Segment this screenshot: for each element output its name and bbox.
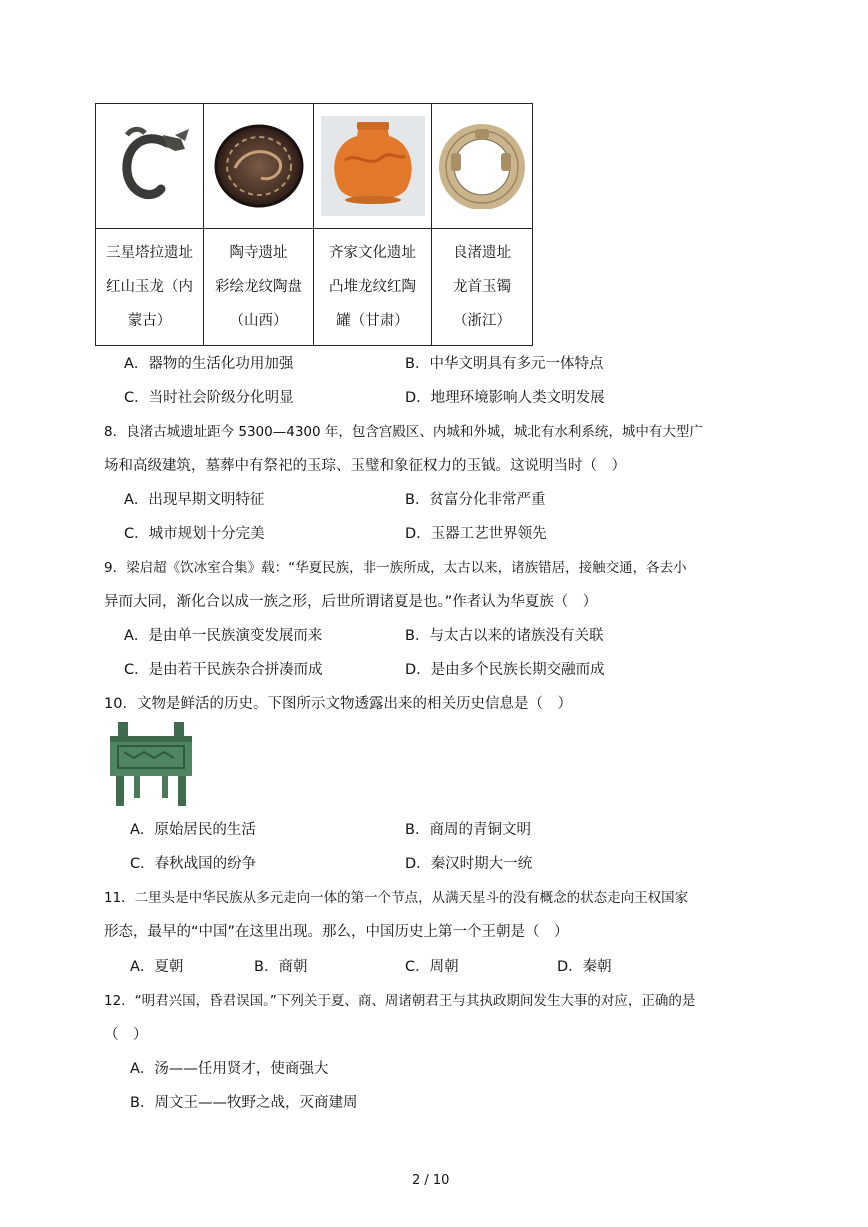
page-number: 2 / 10 (412, 1173, 450, 1188)
q9-stem-line2: 异而大同，渐化合以成一族之形，后世所谓诸夏是也。”作者认为华夏族（ ） (104, 594, 598, 610)
q11-option-c: C．周朝 (405, 959, 459, 975)
q9-option-d: D．是由多个民族长期交融而成 (405, 662, 605, 678)
relic-caption: 三星塔拉遗址 红山玉龙（内 蒙古） (96, 229, 204, 346)
q8-stem-line2: 场和高级建筑，墓葬中有祭祀的玉琮、玉璧和象征权力的玉钺。这说明当时（ ） (104, 458, 626, 474)
q10-figure (104, 720, 198, 808)
q12-stem-line1: 12．“明君兴国，昏君误国。”下列关于夏、商、周诸朝君王与其执政期间发生大事的对应，正确的是 (104, 993, 696, 1009)
q8-option-b: B．贫富分化非常严重 (405, 492, 546, 508)
q8-option-d: D．玉器工艺世界领先 (405, 526, 547, 542)
relic-image-cell (314, 104, 432, 229)
relic-image-cell (432, 104, 533, 229)
jade-bracelet-icon (439, 123, 525, 209)
bronze-ding-icon (104, 720, 198, 808)
q10-option-d: D．秦汉时期大一统 (405, 856, 533, 872)
q10-option-a: A．原始居民的生活 (130, 822, 256, 838)
q7-option-c: C．当时社会阶级分化明显 (124, 390, 294, 406)
relic-image-cell (204, 104, 314, 229)
q8-stem-line1: 8．良渚古城遗址距今 5300—4300 年，包含宫殿区、内城和外城，城北有水利系统，城中有大型广 (104, 424, 703, 440)
q11-option-b: B．商朝 (254, 959, 308, 975)
q7-option-a: A．器物的生活化功用加强 (124, 356, 294, 372)
q11-option-a: A．夏朝 (130, 959, 184, 975)
q7-option-d: D．地理环境影响人类文明发展 (405, 390, 605, 406)
q9-stem-line1: 9．梁启超《饮冰室合集》载：“华夏民族，非一族所成，太古以来，诸族错居，接触交通，各去小 (104, 560, 687, 576)
q12-option-b: B．周文王——牧野之战，灭商建周 (130, 1095, 358, 1111)
relic-caption: 齐家文化遗址 凸堆龙纹红陶 罐（甘肃） (314, 229, 432, 346)
q9-option-c: C．是由若干民族杂合拼凑而成 (124, 662, 323, 678)
relic-caption: 陶寺遗址 彩绘龙纹陶盘 （山西） (204, 229, 314, 346)
q11-option-d: D．秦朝 (557, 959, 612, 975)
q11-stem-line2: 形态，最早的“中国”在这里出现。那么，中国历史上第一个王朝是（ ） (104, 924, 569, 940)
q7-option-b: B．中华文明具有多元一体特点 (405, 356, 604, 372)
q8-option-a: A．出现早期文明特征 (124, 492, 265, 508)
relic-image-cell (96, 104, 204, 229)
q12-option-a: A．汤——任用贤才，使商强大 (130, 1061, 329, 1077)
red-pottery-jar-icon (321, 116, 425, 216)
painted-dragon-plate-icon (213, 120, 305, 212)
jade-dragon-icon (105, 121, 195, 211)
q10-option-c: C．春秋战国的纷争 (130, 856, 257, 872)
q10-option-b: B．商周的青铜文明 (405, 822, 531, 838)
q8-option-c: C．城市规划十分完美 (124, 526, 265, 542)
q10-stem: 10．文物是鲜活的历史。下图所示文物透露出来的相关历史信息是（ ） (104, 696, 572, 712)
q9-option-a: A．是由单一民族演变发展而来 (124, 628, 323, 644)
relic-table (95, 103, 533, 346)
q11-stem-line1: 11．二里头是中华民族从多元走向一体的第一个节点，从满天星斗的没有概念的状态走向王权国家 (104, 890, 689, 906)
q9-option-b: B．与太古以来的诸族没有关联 (405, 628, 604, 644)
relic-caption: 良渚遗址 龙首玉镯 （浙江） (432, 229, 533, 346)
q12-stem-line2: （ ） (104, 1027, 148, 1043)
